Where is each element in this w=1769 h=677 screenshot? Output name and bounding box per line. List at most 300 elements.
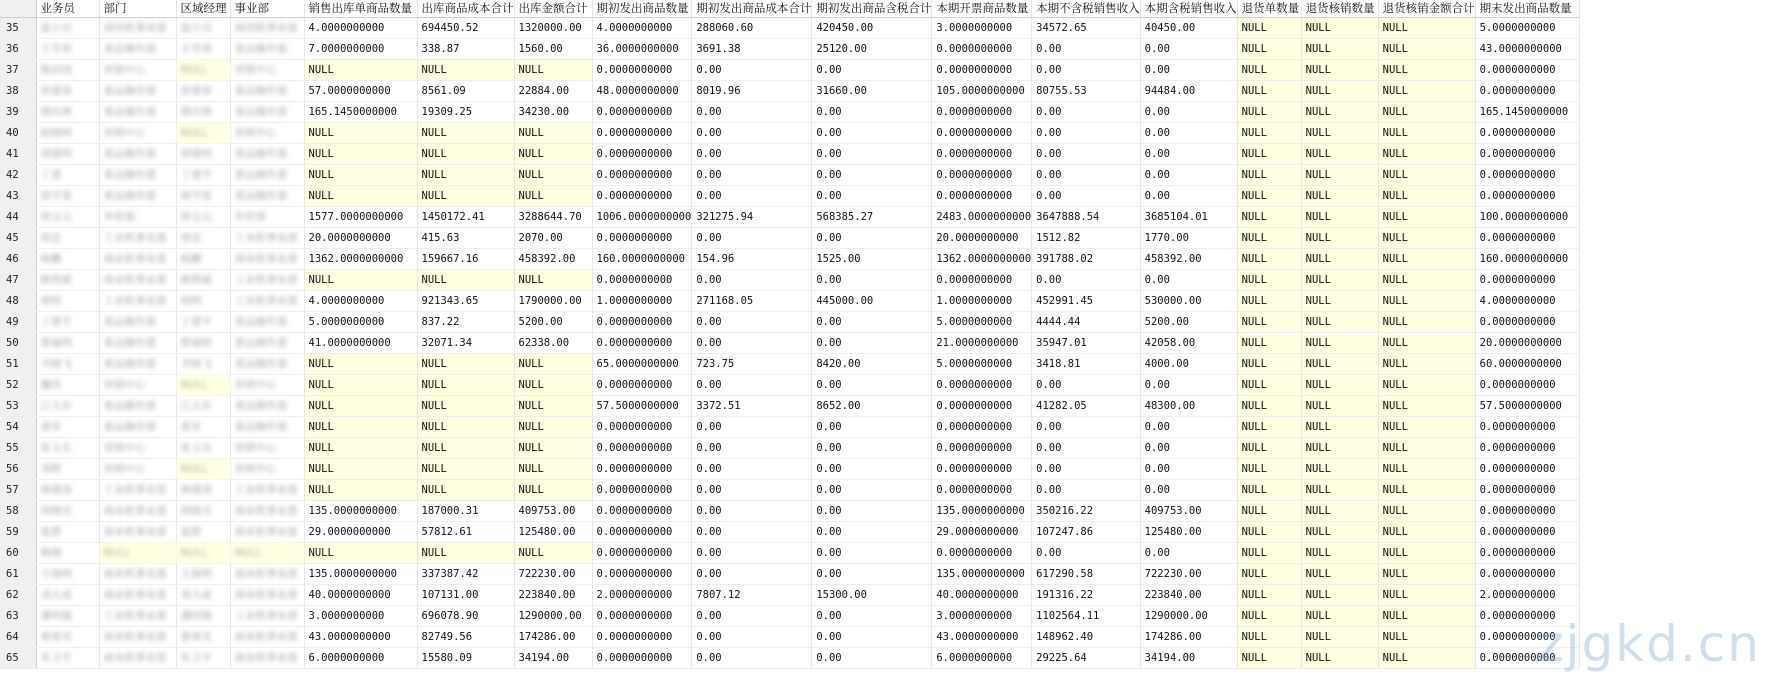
grid-cell[interactable]: 王海明 (36, 564, 99, 585)
grid-cell[interactable]: 458392.00 (1140, 249, 1237, 270)
grid-cell[interactable]: 陈刚 (36, 543, 99, 564)
grid-cell[interactable]: 0.0000000000 (592, 543, 692, 564)
table-row[interactable] (0, 333, 1579, 354)
grid-cell[interactable]: 杨鹏 (176, 249, 230, 270)
column-header[interactable]: 期末发出商品数量 (1475, 0, 1579, 18)
grid-cell[interactable]: NULL (1237, 207, 1301, 228)
grid-cell[interactable]: 商业机事业部 (99, 564, 176, 585)
grid-cell[interactable]: 营销中心 (99, 459, 176, 480)
row-number-cell[interactable]: 46 (0, 249, 36, 270)
grid-cell[interactable]: NULL (1378, 354, 1475, 375)
grid-cell[interactable]: 顾利斌 (176, 270, 230, 291)
grid-cell[interactable]: 34230.00 (514, 102, 592, 123)
column-header[interactable]: 期初发出商品成本合计 (692, 0, 812, 18)
grid-cell[interactable]: 0.00 (812, 270, 932, 291)
grid-cell[interactable]: 0.00 (692, 543, 812, 564)
grid-cell[interactable]: 商业机事业部 (230, 585, 304, 606)
grid-cell[interactable]: NULL (304, 396, 417, 417)
grid-cell[interactable]: NULL (1237, 438, 1301, 459)
grid-cell[interactable]: 0.00 (692, 606, 812, 627)
table-row[interactable] (0, 480, 1579, 501)
grid-cell[interactable]: NULL (304, 438, 417, 459)
grid-cell[interactable]: NULL (1237, 459, 1301, 480)
grid-cell[interactable]: 0.00 (692, 102, 812, 123)
grid-cell[interactable]: 0.0000000000 (932, 165, 1032, 186)
grid-cell[interactable]: NULL (1378, 417, 1475, 438)
grid-cell[interactable]: 0.0000000000 (592, 648, 692, 669)
grid-cell[interactable]: 0.0000000000 (1475, 270, 1579, 291)
grid-cell[interactable]: NULL (1378, 249, 1475, 270)
column-header[interactable]: 本期含税销售收入 (1140, 0, 1237, 18)
row-number-cell[interactable]: 42 (0, 165, 36, 186)
grid-cell[interactable]: 商业机事业部 (99, 648, 176, 669)
grid-cell[interactable]: NULL (1378, 81, 1475, 102)
table-row[interactable] (0, 270, 1579, 291)
grid-cell[interactable]: 80755.53 (1032, 81, 1141, 102)
grid-cell[interactable]: 41.0000000000 (304, 333, 417, 354)
table-row[interactable] (0, 438, 1579, 459)
grid-cell[interactable]: 7807.12 (692, 585, 812, 606)
grid-cell[interactable]: NULL (514, 480, 592, 501)
grid-cell[interactable]: NULL (1378, 543, 1475, 564)
grid-cell[interactable]: 0.00 (1032, 102, 1141, 123)
grid-cell[interactable]: 商业机事业部 (230, 564, 304, 585)
grid-cell[interactable]: NULL (1237, 249, 1301, 270)
grid-cell[interactable]: 重品操作部 (99, 81, 176, 102)
table-row[interactable] (0, 375, 1579, 396)
grid-cell[interactable]: 0.0000000000 (592, 459, 692, 480)
grid-cell[interactable]: 营销中心 (230, 60, 304, 81)
grid-cell[interactable]: 0.0000000000 (1475, 543, 1579, 564)
row-number-cell[interactable]: 54 (0, 417, 36, 438)
table-row[interactable] (0, 102, 1579, 123)
grid-cell[interactable]: 0.0000000000 (1475, 165, 1579, 186)
grid-cell[interactable]: NULL (1378, 228, 1475, 249)
row-number-cell[interactable]: 60 (0, 543, 36, 564)
grid-cell[interactable]: 刘辉 (36, 459, 99, 480)
grid-cell[interactable]: 1362.0000000000 (932, 249, 1032, 270)
row-number-cell[interactable]: 47 (0, 270, 36, 291)
grid-cell[interactable]: NULL (1237, 522, 1301, 543)
grid-cell[interactable]: 0.00 (1032, 186, 1141, 207)
grid-cell[interactable]: 34194.00 (514, 648, 592, 669)
grid-cell[interactable]: 0.00 (692, 333, 812, 354)
grid-cell[interactable]: 0.00 (692, 627, 812, 648)
grid-cell[interactable]: 4.0000000000 (592, 18, 692, 39)
grid-cell[interactable]: 商业机事业部 (99, 585, 176, 606)
grid-cell[interactable]: 朱卫平 (176, 648, 230, 669)
grid-cell[interactable]: 135.0000000000 (932, 501, 1032, 522)
grid-cell[interactable]: 商业机事业部 (99, 522, 176, 543)
column-header[interactable]: 期初发出商品数量 (592, 0, 692, 18)
grid-cell[interactable]: 齐晓飞 (176, 354, 230, 375)
grid-cell[interactable]: NULL (1237, 480, 1301, 501)
grid-cell[interactable]: NULL (1301, 81, 1378, 102)
table-row[interactable] (0, 585, 1579, 606)
grid-cell[interactable]: NULL (1237, 39, 1301, 60)
grid-cell[interactable]: 159667.16 (417, 249, 514, 270)
table-row[interactable] (0, 165, 1579, 186)
grid-cell[interactable]: 57812.61 (417, 522, 514, 543)
grid-cell[interactable]: 921343.65 (417, 291, 514, 312)
grid-cell[interactable]: 57.5000000000 (592, 396, 692, 417)
grid-cell[interactable]: 20.0000000000 (1475, 333, 1579, 354)
grid-cell[interactable]: 191316.22 (1032, 585, 1141, 606)
grid-cell[interactable]: NULL (1378, 564, 1475, 585)
grid-cell[interactable]: 0.0000000000 (1475, 417, 1579, 438)
row-number-cell[interactable]: 38 (0, 81, 36, 102)
grid-cell[interactable]: NULL (1378, 501, 1475, 522)
grid-cell[interactable]: 0.00 (1032, 165, 1141, 186)
grid-cell[interactable]: 15300.00 (812, 585, 932, 606)
grid-cell[interactable]: 154.96 (692, 249, 812, 270)
grid-cell[interactable]: 重品操作部 (99, 417, 176, 438)
grid-cell[interactable]: NULL (304, 543, 417, 564)
grid-cell[interactable]: 3288644.70 (514, 207, 592, 228)
grid-cell[interactable]: 徐学雷 (36, 186, 99, 207)
grid-cell[interactable]: 0.0000000000 (592, 312, 692, 333)
table-row[interactable] (0, 18, 1579, 39)
grid-cell[interactable]: 张玉先 (176, 438, 230, 459)
grid-cell[interactable]: 0.0000000000 (1475, 438, 1579, 459)
grid-cell[interactable]: 0.00 (812, 564, 932, 585)
grid-cell[interactable]: NULL (1301, 165, 1378, 186)
grid-cell[interactable]: NULL (1378, 396, 1475, 417)
grid-cell[interactable]: NULL (1237, 165, 1301, 186)
grid-cell[interactable]: 0.00 (812, 312, 932, 333)
grid-cell[interactable]: NULL (1378, 270, 1475, 291)
grid-cell[interactable]: 29.0000000000 (304, 522, 417, 543)
grid-cell[interactable]: 4.0000000000 (1475, 291, 1579, 312)
grid-cell[interactable]: NULL (1237, 81, 1301, 102)
grid-cell[interactable]: NULL (1237, 102, 1301, 123)
grid-cell[interactable]: NULL (1237, 375, 1301, 396)
row-number-cell[interactable]: 37 (0, 60, 36, 81)
grid-cell[interactable]: NULL (1378, 333, 1475, 354)
grid-cell[interactable]: NULL (1237, 417, 1301, 438)
grid-cell[interactable]: 57.0000000000 (304, 81, 417, 102)
grid-cell[interactable]: NULL (1237, 333, 1301, 354)
grid-cell[interactable]: 0.00 (812, 123, 932, 144)
grid-cell[interactable]: NULL (1378, 606, 1475, 627)
grid-cell[interactable]: 420450.00 (812, 18, 932, 39)
grid-cell[interactable]: 31660.00 (812, 81, 932, 102)
grid-cell[interactable]: 蔡福明 (36, 333, 99, 354)
grid-cell[interactable]: NULL (1378, 60, 1475, 81)
grid-cell[interactable]: NULL (514, 543, 592, 564)
grid-cell[interactable]: 1290000.00 (1140, 606, 1237, 627)
grid-cell[interactable]: 0.00 (1140, 459, 1237, 480)
grid-cell[interactable]: NULL (1301, 228, 1378, 249)
grid-cell[interactable]: NULL (1378, 165, 1475, 186)
grid-cell[interactable]: 0.0000000000 (1475, 648, 1579, 669)
grid-cell[interactable]: 外贸部 (230, 207, 304, 228)
grid-cell[interactable]: NULL (1378, 102, 1475, 123)
grid-cell[interactable]: NULL (1301, 375, 1378, 396)
grid-cell[interactable]: NULL (1301, 102, 1378, 123)
grid-cell[interactable]: NULL (1301, 123, 1378, 144)
grid-cell[interactable]: NULL (1237, 396, 1301, 417)
grid-cell[interactable]: 223840.00 (1140, 585, 1237, 606)
grid-cell[interactable]: 0.0000000000 (592, 438, 692, 459)
grid-cell[interactable]: 商业机事业部 (230, 501, 304, 522)
grid-cell[interactable]: 0.0000000000 (1475, 480, 1579, 501)
grid-cell[interactable]: 韩庆林 (176, 102, 230, 123)
grid-cell[interactable]: 王海明 (176, 564, 230, 585)
grid-cell[interactable]: NULL (1301, 438, 1378, 459)
grid-cell[interactable]: 1525.00 (812, 249, 932, 270)
grid-cell[interactable]: 271168.05 (692, 291, 812, 312)
grid-cell[interactable]: 夏群 (176, 522, 230, 543)
grid-cell[interactable]: 胡文元 (36, 207, 99, 228)
grid-cell[interactable]: 温小贝 (36, 18, 99, 39)
grid-cell[interactable]: NULL (1378, 144, 1475, 165)
grid-cell[interactable]: 工业机事业部 (230, 270, 304, 291)
grid-cell[interactable]: NULL (1378, 438, 1475, 459)
grid-cell[interactable]: 0.00 (1140, 417, 1237, 438)
grid-cell[interactable]: 0.00 (1140, 60, 1237, 81)
grid-cell[interactable]: 胡文元 (176, 207, 230, 228)
table-row[interactable] (0, 564, 1579, 585)
row-number-cell[interactable]: 53 (0, 396, 36, 417)
grid-cell[interactable]: 0.0000000000 (592, 606, 692, 627)
grid-cell[interactable]: NULL (304, 144, 417, 165)
grid-cell[interactable]: 135.0000000000 (304, 564, 417, 585)
grid-cell[interactable]: 陈启国 (36, 60, 99, 81)
grid-cell[interactable]: 174286.00 (1140, 627, 1237, 648)
grid-cell[interactable]: 重品操作部 (230, 354, 304, 375)
grid-cell[interactable]: NULL (1301, 207, 1378, 228)
grid-cell[interactable]: 0.00 (1140, 438, 1237, 459)
grid-cell[interactable]: NULL (1301, 249, 1378, 270)
grid-cell[interactable]: NULL (514, 417, 592, 438)
grid-cell[interactable]: 0.0000000000 (1475, 375, 1579, 396)
grid-cell[interactable]: NULL (1378, 480, 1475, 501)
grid-cell[interactable]: NULL (99, 543, 176, 564)
grid-cell[interactable]: 外贸部 (99, 207, 176, 228)
grid-cell[interactable]: 29.0000000000 (932, 522, 1032, 543)
grid-cell[interactable]: 0.0000000000 (1475, 123, 1579, 144)
grid-cell[interactable]: NULL (417, 396, 514, 417)
grid-cell[interactable]: NULL (1378, 312, 1475, 333)
grid-cell[interactable]: 0.00 (692, 228, 812, 249)
grid-cell[interactable]: 重品操作部 (99, 102, 176, 123)
grid-cell[interactable]: 2.0000000000 (1475, 585, 1579, 606)
grid-cell[interactable]: 胡明 (36, 291, 99, 312)
grid-cell[interactable]: NULL (1237, 291, 1301, 312)
grid-cell[interactable]: 445000.00 (812, 291, 932, 312)
grid-cell[interactable]: 0.0000000000 (932, 543, 1032, 564)
grid-cell[interactable]: 43.0000000000 (932, 627, 1032, 648)
grid-cell[interactable]: 0.0000000000 (1475, 228, 1579, 249)
grid-cell[interactable]: NULL (417, 60, 514, 81)
grid-cell[interactable]: 0.00 (692, 459, 812, 480)
grid-cell[interactable]: 0.0000000000 (932, 480, 1032, 501)
grid-cell[interactable]: 0.00 (692, 417, 812, 438)
row-number-cell[interactable]: 44 (0, 207, 36, 228)
grid-cell[interactable]: 187000.31 (417, 501, 514, 522)
grid-cell[interactable]: 0.00 (1140, 165, 1237, 186)
grid-cell[interactable]: 江大年 (176, 396, 230, 417)
grid-cell[interactable]: 丁建平 (176, 165, 230, 186)
grid-cell[interactable]: 7.0000000000 (304, 39, 417, 60)
grid-cell[interactable]: 商用机事业部 (230, 18, 304, 39)
grid-cell[interactable]: 5.0000000000 (304, 312, 417, 333)
grid-cell[interactable]: 1450172.41 (417, 207, 514, 228)
grid-cell[interactable]: 0.0000000000 (592, 270, 692, 291)
grid-cell[interactable]: 1006.0000000000 (592, 207, 692, 228)
grid-cell[interactable]: NULL (514, 60, 592, 81)
grid-cell[interactable]: 57.5000000000 (1475, 396, 1579, 417)
grid-cell[interactable]: NULL (1378, 648, 1475, 669)
grid-cell[interactable]: 148962.40 (1032, 627, 1141, 648)
grid-cell[interactable]: 0.00 (812, 438, 932, 459)
row-number-cell[interactable]: 36 (0, 39, 36, 60)
grid-cell[interactable]: NULL (1301, 648, 1378, 669)
row-number-cell[interactable]: 35 (0, 18, 36, 39)
grid-cell[interactable]: 商业机事业部 (99, 627, 176, 648)
grid-cell[interactable]: NULL (1378, 207, 1475, 228)
row-number-cell[interactable]: 58 (0, 501, 36, 522)
grid-cell[interactable]: NULL (304, 354, 417, 375)
grid-cell[interactable]: NULL (230, 543, 304, 564)
grid-cell[interactable]: 0.00 (692, 60, 812, 81)
grid-cell[interactable]: NULL (417, 354, 514, 375)
grid-cell[interactable]: 工业机事业部 (230, 606, 304, 627)
grid-cell[interactable]: NULL (514, 396, 592, 417)
grid-cell[interactable]: 0.0000000000 (592, 375, 692, 396)
grid-cell[interactable]: NULL (1301, 543, 1378, 564)
grid-cell[interactable]: 徐忠 (36, 228, 99, 249)
grid-cell[interactable]: 商业机事业部 (99, 249, 176, 270)
grid-cell[interactable]: 105.0000000000 (932, 81, 1032, 102)
grid-cell[interactable]: 165.1450000000 (304, 102, 417, 123)
grid-cell[interactable]: 潘明强 (36, 606, 99, 627)
grid-cell[interactable]: 重品操作部 (230, 186, 304, 207)
grid-cell[interactable]: 2483.0000000000 (932, 207, 1032, 228)
grid-cell[interactable]: 胡明 (176, 291, 230, 312)
grid-cell[interactable]: 朱卫平 (36, 648, 99, 669)
grid-cell[interactable]: 391788.02 (1032, 249, 1141, 270)
grid-cell[interactable]: 48300.00 (1140, 396, 1237, 417)
grid-cell[interactable]: NULL (304, 270, 417, 291)
grid-cell[interactable]: 重品操作部 (230, 81, 304, 102)
column-header[interactable]: 业务员 (36, 0, 99, 18)
grid-cell[interactable]: 0.0000000000 (1475, 606, 1579, 627)
row-number-cell[interactable]: 57 (0, 480, 36, 501)
grid-cell[interactable]: 0.0000000000 (932, 102, 1032, 123)
table-row[interactable] (0, 396, 1579, 417)
grid-cell[interactable]: 0.00 (1032, 459, 1141, 480)
grid-cell[interactable]: NULL (1301, 18, 1378, 39)
grid-cell[interactable]: NULL (1237, 60, 1301, 81)
grid-cell[interactable]: 0.00 (1032, 480, 1141, 501)
grid-cell[interactable]: 0.00 (1140, 375, 1237, 396)
grid-cell[interactable]: 4444.44 (1032, 312, 1141, 333)
grid-cell[interactable]: NULL (176, 60, 230, 81)
grid-cell[interactable]: 重品操作部 (99, 144, 176, 165)
grid-cell[interactable]: 江大年 (36, 396, 99, 417)
table-row[interactable] (0, 417, 1579, 438)
grid-cell[interactable]: 1790000.00 (514, 291, 592, 312)
table-row[interactable] (0, 459, 1579, 480)
grid-cell[interactable]: NULL (417, 438, 514, 459)
grid-cell[interactable]: NULL (1301, 186, 1378, 207)
grid-cell[interactable]: 蔡春光 (176, 627, 230, 648)
grid-cell[interactable]: 0.00 (812, 501, 932, 522)
grid-cell[interactable]: 0.00 (812, 543, 932, 564)
grid-cell[interactable]: 0.0000000000 (592, 627, 692, 648)
grid-cell[interactable]: NULL (1301, 501, 1378, 522)
grid-cell[interactable]: 0.00 (812, 165, 932, 186)
grid-cell[interactable]: NULL (417, 123, 514, 144)
row-number-cell[interactable]: 63 (0, 606, 36, 627)
grid-cell[interactable]: 林建涛 (176, 480, 230, 501)
table-row[interactable] (0, 144, 1579, 165)
grid-cell[interactable]: 29225.64 (1032, 648, 1141, 669)
grid-cell[interactable]: 3647888.54 (1032, 207, 1141, 228)
grid-cell[interactable]: 0.00 (812, 228, 932, 249)
grid-cell[interactable]: 6.0000000000 (304, 648, 417, 669)
grid-cell[interactable]: 0.0000000000 (932, 123, 1032, 144)
grid-cell[interactable]: NULL (1301, 627, 1378, 648)
grid-cell[interactable]: 重品操作部 (99, 39, 176, 60)
grid-cell[interactable]: 夏群 (36, 522, 99, 543)
grid-cell[interactable]: NULL (1237, 543, 1301, 564)
grid-cell[interactable]: 商业机事业部 (99, 501, 176, 522)
grid-cell[interactable]: NULL (1301, 417, 1378, 438)
grid-cell[interactable]: NULL (1301, 396, 1378, 417)
grid-cell[interactable]: NULL (1237, 627, 1301, 648)
grid-cell[interactable]: 1.0000000000 (932, 291, 1032, 312)
grid-cell[interactable]: 0.00 (1140, 144, 1237, 165)
grid-cell[interactable]: 王雪春 (176, 39, 230, 60)
row-number-cell[interactable]: 48 (0, 291, 36, 312)
grid-cell[interactable]: 42058.00 (1140, 333, 1237, 354)
grid-cell[interactable]: 0.00 (1032, 270, 1141, 291)
grid-cell[interactable]: 工业机事业部 (99, 228, 176, 249)
grid-cell[interactable]: 林建涛 (36, 480, 99, 501)
grid-cell[interactable]: 0.00 (692, 186, 812, 207)
grid-cell[interactable]: 223840.00 (514, 585, 592, 606)
column-header[interactable]: 出库商品成本合计 (417, 0, 514, 18)
grid-cell[interactable]: 工业机事业部 (230, 480, 304, 501)
grid-cell[interactable]: 营销中心 (230, 459, 304, 480)
grid-cell[interactable]: NULL (1301, 522, 1378, 543)
grid-cell[interactable]: 337387.42 (417, 564, 514, 585)
grid-cell[interactable]: NULL (1237, 564, 1301, 585)
grid-cell[interactable]: 3.0000000000 (932, 606, 1032, 627)
grid-cell[interactable]: 0.00 (1032, 543, 1141, 564)
grid-cell[interactable]: 694450.52 (417, 18, 514, 39)
grid-cell[interactable]: 营销中心 (99, 60, 176, 81)
grid-cell[interactable]: NULL (1378, 186, 1475, 207)
grid-cell[interactable]: 0.0000000000 (592, 102, 692, 123)
table-row[interactable] (0, 186, 1579, 207)
grid-cell[interactable]: NULL (417, 186, 514, 207)
grid-cell[interactable]: 齐晓飞 (36, 354, 99, 375)
grid-cell[interactable]: NULL (514, 459, 592, 480)
grid-cell[interactable]: 4.0000000000 (304, 291, 417, 312)
grid-cell[interactable]: NULL (1237, 18, 1301, 39)
grid-cell[interactable]: 34194.00 (1140, 648, 1237, 669)
grid-cell[interactable]: 25120.00 (812, 39, 932, 60)
grid-cell[interactable]: 0.00 (812, 480, 932, 501)
grid-cell[interactable]: 0.00 (692, 564, 812, 585)
grid-cell[interactable]: 0.00 (692, 144, 812, 165)
grid-cell[interactable]: 6.0000000000 (932, 648, 1032, 669)
grid-cell[interactable]: 赵晓明 (36, 123, 99, 144)
